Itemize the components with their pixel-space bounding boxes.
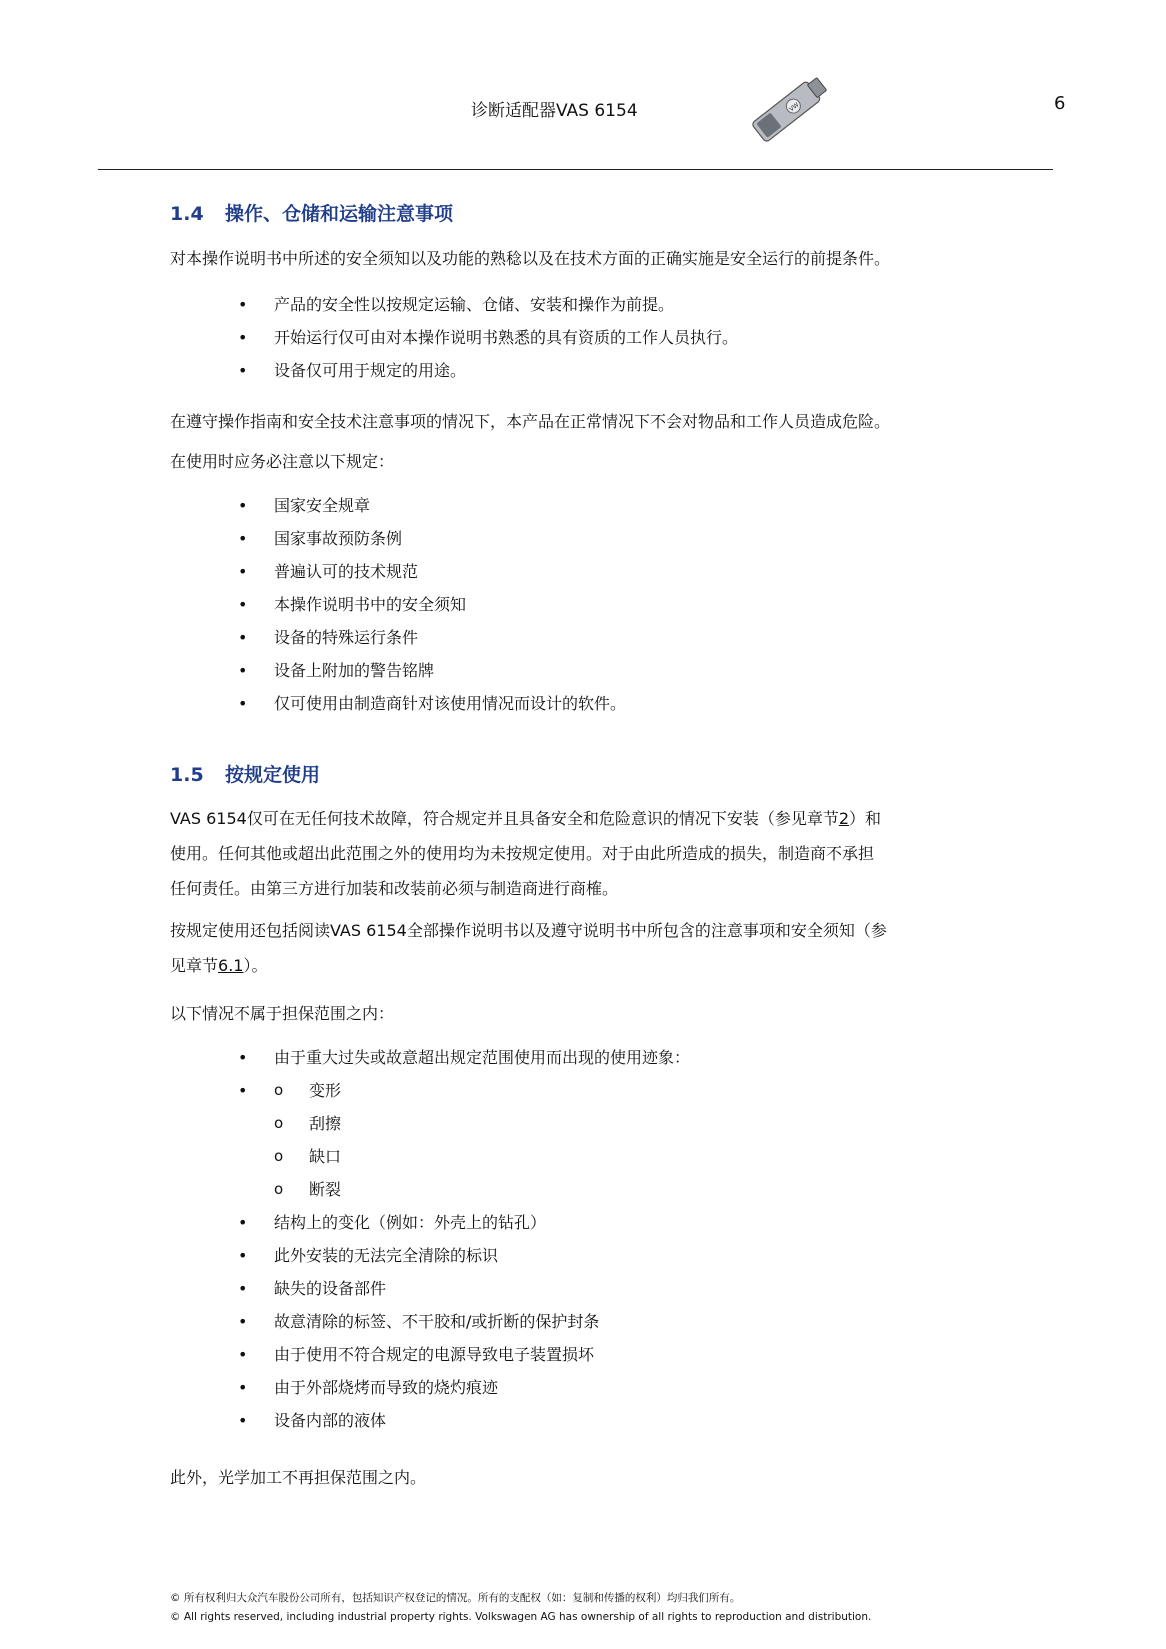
section-1-4-intro: 对本操作说明书中所述的安全须知以及功能的熟稔以及在技术方面的正确实施是安全运行的前提条件。: [170, 249, 891, 268]
list-item: • 设备上附加的警告铭牌: [170, 654, 626, 687]
list-item: • 设备内部的液体: [170, 1404, 690, 1437]
paragraph-text: 按规定使用还包括阅读VAS 6154全部操作说明书以及遵守说明书中所包含的注意事项和安全须知（参: [170, 921, 887, 940]
sub-list-item: o 刮擦: [170, 1107, 690, 1140]
list-item: • 故意清除的标签、不干胶和/或折断的保护封条: [170, 1305, 690, 1338]
section-number: 1.4: [170, 203, 204, 225]
section-1-5-heading: [170, 760, 320, 787]
list-item: • 结构上的变化（例如：外壳上的钻孔）: [170, 1206, 690, 1239]
section-title: 操作、仓储和运输注意事项: [225, 203, 454, 225]
list-item: • 设备仅可用于规定的用途。: [170, 354, 738, 387]
section-number: 1.5: [170, 764, 204, 786]
list-item: • 由于使用不符合规定的电源导致电子装置损坏: [170, 1338, 690, 1371]
list-item: • 普遍认可的技术规范: [170, 555, 626, 588]
rules-list: [170, 489, 626, 720]
product-safety-list: [170, 288, 738, 387]
rules-intro: 在使用时应务必注意以下规定：: [170, 452, 395, 471]
warranty-exclusion-list: [170, 1041, 690, 1437]
intended-use-paragraph: [170, 801, 1060, 906]
paragraph-text: ）和: [849, 809, 882, 828]
list-item: • 此外安装的无法完全清除的标识: [170, 1239, 690, 1272]
paragraph-text: 使用。任何其他或超出此范围之外的使用均为未按规定使用。对于由此所造成的损失，制造商不承担: [170, 844, 875, 863]
paragraph-text: ）。: [243, 956, 268, 975]
diagnostic-adapter-image: [740, 74, 836, 144]
svg-text:03: 03: [776, 129, 789, 142]
list-item: • 国家事故预防条例: [170, 522, 626, 555]
chapter-2-link[interactable]: 2: [838, 809, 850, 828]
closing-paragraph: 此外，光学加工不再担保范围之内。: [170, 1468, 427, 1487]
sub-list-container: [170, 1074, 690, 1206]
chapter-6-1-link[interactable]: 6.1: [218, 956, 244, 975]
list-item: • 国家安全规章: [170, 489, 626, 522]
copyright-en: © All rights reserved, including industrial property rights. Volkswagen AG has ownership of all rights to reproduction and distribution.: [170, 1611, 872, 1623]
usage-marks-sublist: [170, 1074, 690, 1206]
list-item: • 本操作说明书中的安全须知: [170, 588, 626, 621]
header-title: 诊断适配器VAS 6154: [471, 101, 638, 121]
paragraph-text: VAS 6154仅可在无任何技术故障，符合规定并且具备安全和危险意识的情况下安装（参见章节: [170, 809, 839, 828]
sub-list-item: o 断裂: [170, 1173, 690, 1206]
list-item: • 由于重大过失或故意超出规定范围使用而出现的使用迹象：: [170, 1041, 690, 1074]
header-divider: [98, 169, 1053, 170]
paragraph-text: 见章节: [170, 956, 219, 975]
list-item: • 设备的特殊运行条件: [170, 621, 626, 654]
paragraph-text: 任何责任。由第三方进行加装和改装前必须与制造商进行商榷。: [170, 879, 619, 898]
intended-use-reading-paragraph: [170, 913, 1060, 983]
list-item: • 由于外部烧烤而导致的烧灼痕迹: [170, 1371, 690, 1404]
warranty-intro: 以下情况不属于担保范围之内：: [170, 1004, 395, 1023]
vw-logo-text: VW: [788, 101, 801, 114]
list-item: • 产品的安全性以按规定运输、仓储、安装和操作为前提。: [170, 288, 738, 321]
section-title: 按规定使用: [225, 764, 321, 786]
list-item: • 仅可使用由制造商针对该使用情况而设计的软件。: [170, 687, 626, 720]
sub-list-item: o 缺口: [170, 1140, 690, 1173]
list-item: • 缺失的设备部件: [170, 1272, 690, 1305]
copyright-cn: © 所有权利归大众汽车股份公司所有，包括知识产权登记的情况。所有的支配权（如：复制和传播的权利）均归我们所有。: [170, 1592, 741, 1604]
list-item: • 开始运行仅可由对本操作说明书熟悉的具有资质的工作人员执行。: [170, 321, 738, 354]
sub-list-item: o • 变形: [170, 1074, 690, 1107]
safety-paragraph: 在遵守操作指南和安全技术注意事项的情况下，本产品在正常情况下不会对物品和工作人员造成危险。: [170, 412, 891, 431]
page-number: 6: [1054, 93, 1066, 114]
section-1-4-heading: [170, 199, 453, 226]
